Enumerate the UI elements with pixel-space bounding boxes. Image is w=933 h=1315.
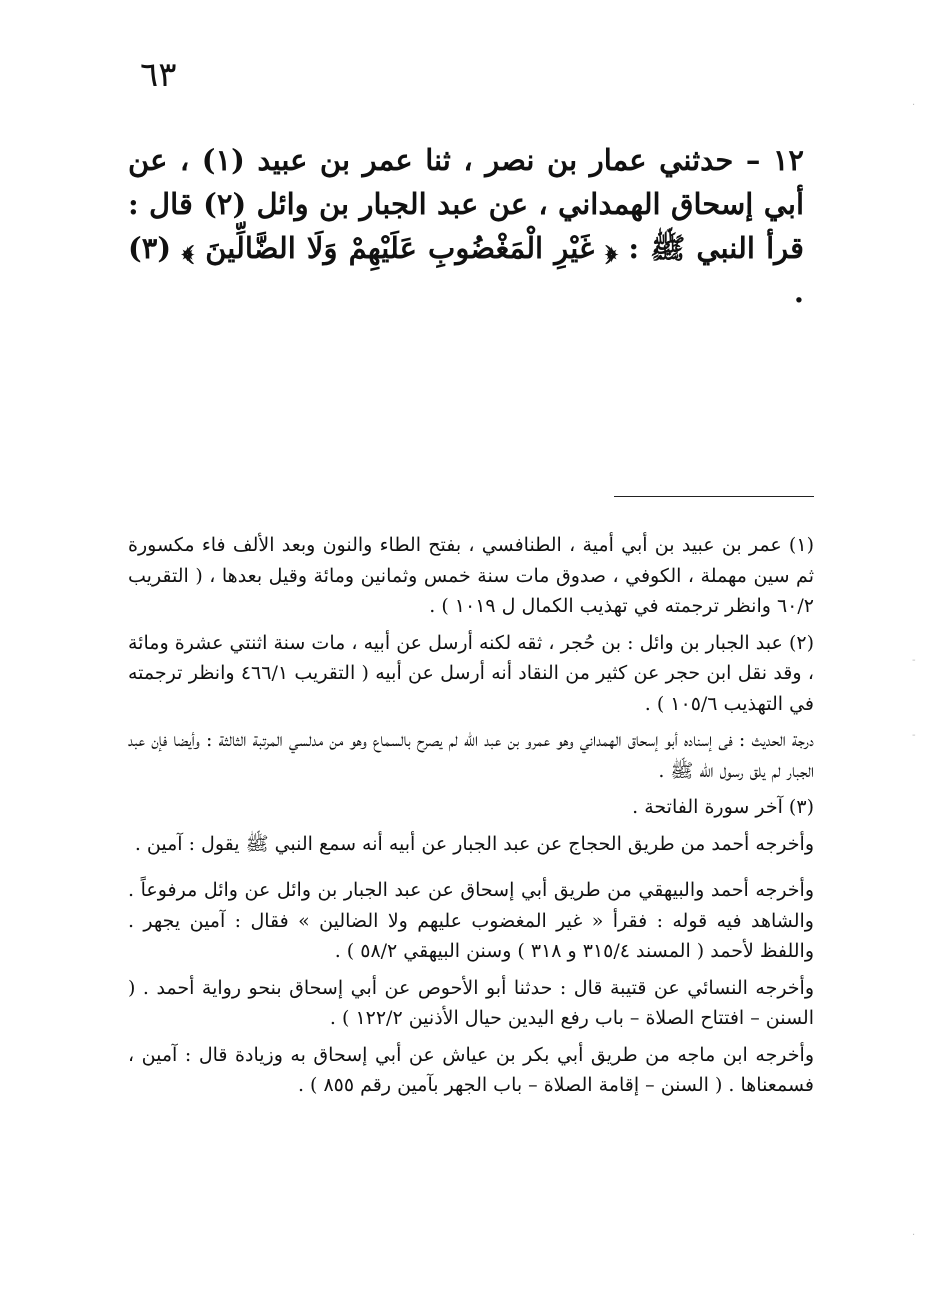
page-number: ٦٣ (140, 55, 177, 95)
hadith-grade-note: درجة الحديث : فى إسناده أبو إسحاق الهمداني وهو عمرو بن عبد الله لم يصرح بالسماع وهو من مدلسي المرتبة الثالثة : وأيضا فإن عبد الجبار لم يلق رسول الله ﷺ . (128, 729, 814, 782)
takhrij-ahmad-bayhaqi: وأخرجه أحمد والبيهقي من طريق أبي إسحاق عن عبد الجبار بن وائل عن وائل مرفوعاً . والشاهد فيه قوله : فقرأ « غير المغضوب عليهم ولا الضالين » فقال : آمين يجهر . واللفظ لأحمد ( المسند ٣١٥/٤ و ٣١٨ ) وسنن البيهقي ٥٨/٢ ) . (128, 879, 814, 962)
footnotes (128, 530, 814, 1107)
takhrij-nasai: وأخرجه النسائي عن قتيبة قال : حدثنا أبو الأحوص عن أبي إسحاق بنحو رواية أحمد . ( السنن – افتتاح الصلاة – باب رفع اليدين حيال الأذنين ١٢٢/٢ ) . (128, 976, 814, 1029)
takhrij-ahmad-1: وأخرجه أحمد من طريق الحجاج عن عبد الجبار عن أبيه أنه سمع النبي ﷺ يقول : آمين . (134, 832, 814, 855)
takhrij-ibn-majah: وأخرجه ابن ماجه من طريق أبي بكر بن عياش عن أبي إسحاق به وزيادة قال : آمين ، فسمعناها . ( السنن – إقامة الصلاة – باب الجهر بآمين رقم ٨٥٥ ) . (128, 1043, 814, 1096)
hadith-body (128, 138, 804, 314)
footnote-1: (١) عمر بن عبيد بن أبي أمية ، الطنافسي ، بفتح الطاء والنون وبعد الألف فاء مكسورة ثم سين مهملة ، الكوفي ، صدوق مات سنة خمس وثمانين ومائة وقيل بعدها ، ( التقريب ٦٠/٢ وانظر ترجمته في تهذيب الكمال ل ١٠١٩ ) . (128, 534, 814, 617)
margin-speck: · (912, 100, 916, 111)
margin-speck: · (912, 1230, 916, 1241)
hadith-text: ١٢ – حدثني عمار بن نصر ، ثنا عمر بن عبيد (١) ، عن أبي إسحاق الهمداني ، عن عبد الجبار بن وائل (٢) قال : قرأ النبي ﷺ : ﴿ غَيْرِ الْمَغْضُوبِ عَلَيْهِمْ وَلَا الضَّالِّينَ ﴾ (٣) . (128, 143, 805, 309)
margin-speck: - (912, 655, 916, 666)
footnote-2: (٢) عبد الجبار بن وائل : بن حُجر ، ثقه لكنه أرسل عن أبيه ، مات سنة اثنتي عشرة ومائة ، وقد نقل ابن حجر عن كثير من النقاد أنه أرسل عن أبيه ( التقريب ٤٦٦/١ وانظر ترجمته في التهذيب ١٠٥/٦ ) . (128, 631, 814, 715)
footnote-divider (614, 496, 814, 497)
footnote-3: (٣) آخر سورة الفاتحة . (632, 796, 814, 818)
margin-speck: - (912, 730, 916, 741)
